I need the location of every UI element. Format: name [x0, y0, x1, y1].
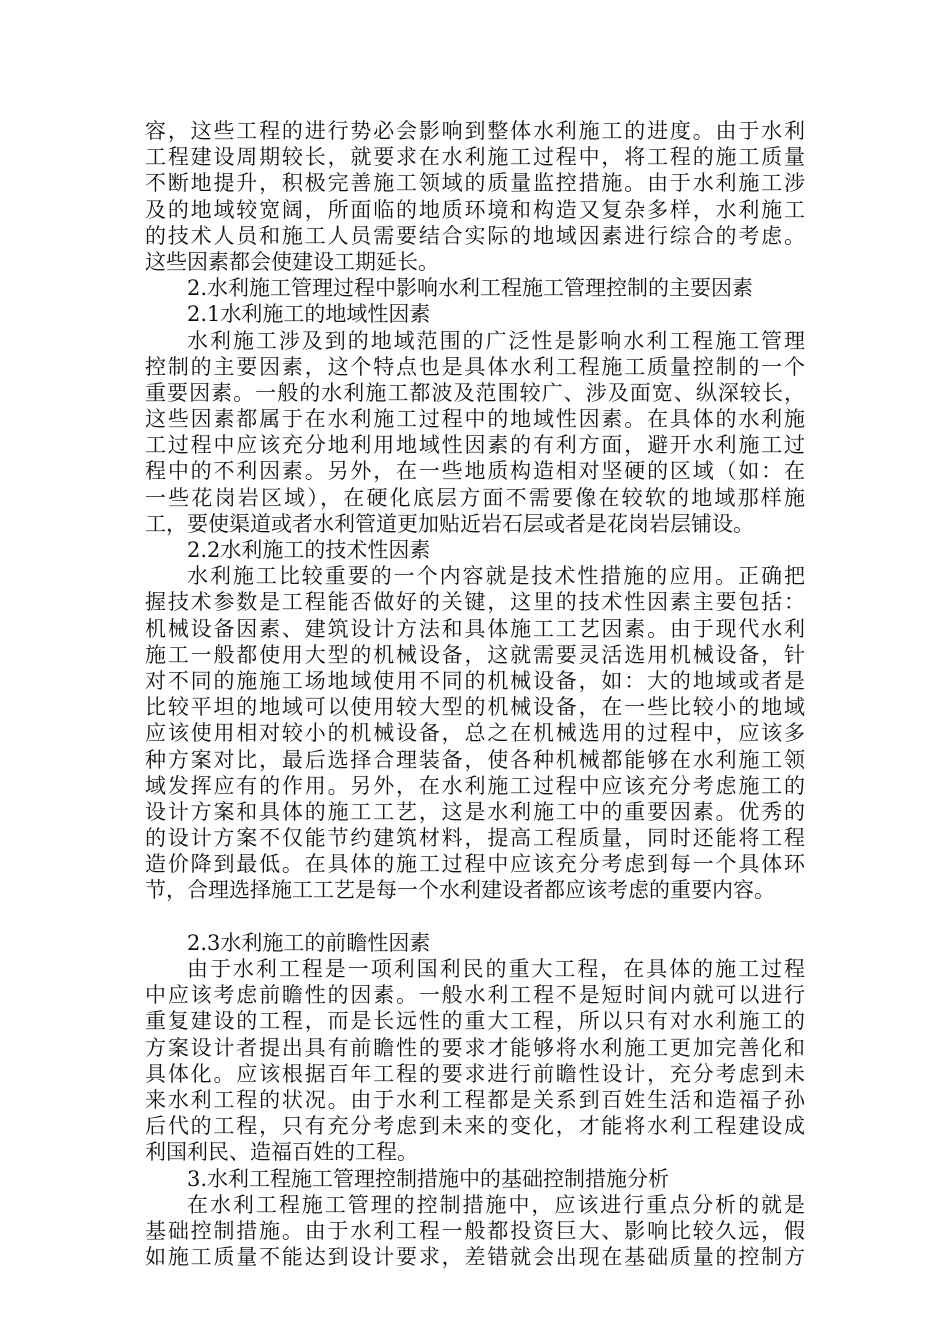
- body-paragraph: [145, 563, 805, 903]
- paragraph-line: 水利施工比较重要的一个内容就是技术性措施的应用。正确把: [187, 564, 805, 589]
- paragraph-line: 不断地提升，积极完善施工领域的质量监控措施。由于水利施工涉: [145, 171, 805, 196]
- paragraph-line: 域发挥应有的作用。另外，在水利施工过程中应该充分考虑施工的: [145, 773, 805, 798]
- paragraph-line: 工，要使渠道或者水利管道更加贴近岩石层或者是花岗岩层铺设。: [145, 511, 754, 536]
- paragraph-line: 的设计方案不仅能节约建筑材料，提高工程质量，同时还能将工程: [145, 826, 805, 851]
- body-paragraph: [145, 328, 805, 538]
- paragraph-line: 应该使用相对较小的机械设备，总之在机械选用的过程中，应该多: [145, 721, 805, 746]
- paragraph-line: 对不同的施施工场地域使用不同的机械设备，如：大的地域或者是: [145, 668, 805, 693]
- paragraph-line: 这些因素都属于在水利施工过程中的地域性因素。在具体的水利施: [145, 407, 805, 432]
- section-heading: [145, 537, 805, 563]
- paragraph-line: 工程建设周期较长，就要求在水利施工过程中，将工程的施工质量: [145, 145, 805, 170]
- section-heading: [145, 275, 805, 301]
- body-paragraph: [145, 1192, 805, 1271]
- heading-text: 3.水利工程施工管理控制措施中的基础控制措施分析: [187, 1166, 670, 1191]
- paragraph-line: 重要因素。一般的水利施工都波及范围较广、涉及面宽、纵深较长，: [145, 380, 805, 405]
- paragraph-line: 中应该考虑前瞻性的因素。一般水利工程不是短时间内就可以进行: [145, 983, 805, 1008]
- paragraph-spacer: [145, 904, 805, 930]
- heading-text: 2.水利施工管理过程中影响水利工程施工管理控制的主要因素: [187, 276, 754, 301]
- paragraph-line: 基础控制措施。由于水利工程一般都投资巨大、影响比较久远，假: [145, 1218, 805, 1243]
- paragraph-line: 握技术参数是工程能否做好的关键，这里的技术性因素主要包括：: [145, 590, 805, 615]
- section-heading: [145, 301, 805, 327]
- paragraph-line: 程中的不利因素。另外，在一些地质构造相对坚硬的区域（如：在: [145, 459, 805, 484]
- body-paragraph: [145, 118, 805, 275]
- section-heading: [145, 1166, 805, 1192]
- paragraph-line: 工过程中应该充分地利用地域性因素的有利方面，避开水利施工过: [145, 433, 805, 458]
- paragraph-line: 及的地域较宽阔，所面临的地质环境和构造又复杂多样，水利施工: [145, 197, 805, 222]
- heading-text: 2.1水利施工的地域性因素: [187, 302, 431, 327]
- paragraph-line: 的技术人员和施工人员需要结合实际的地域因素进行综合的考虑。: [145, 223, 805, 248]
- paragraph-line: 机械设备因素、建筑设计方法和具体施工工艺因素。由于现代水利: [145, 616, 805, 641]
- paragraph-line: 方案设计者提出具有前瞻性的要求才能够将水利施工更加完善化和: [145, 1035, 805, 1060]
- paragraph-line: 在水利工程施工管理的控制措施中，应该进行重点分析的就是: [187, 1192, 805, 1217]
- heading-text: 2.2水利施工的技术性因素: [187, 538, 431, 562]
- paragraph-line: 容，这些工程的进行势必会影响到整体水利施工的进度。由于水利: [145, 119, 805, 143]
- section-heading: [145, 930, 805, 956]
- paragraph-line: 一些花岗岩区域），在硬化底层方面不需要像在较软的地域那样施: [145, 485, 805, 510]
- body-paragraph: [145, 956, 805, 1166]
- paragraph-line: 设计方案和具体的施工工艺，这是水利施工中的重要因素。优秀的: [145, 799, 805, 824]
- paragraph-line: 造价降到最低。在具体的施工过程中应该充分考虑到每一个具体环: [145, 852, 805, 877]
- paragraph-line: 如施工质量不能达到设计要求，差错就会出现在基础质量的控制方: [145, 1245, 805, 1270]
- paragraph-line: 重复建设的工程，而是长远性的重大工程，所以只有对水利施工的: [145, 1009, 805, 1034]
- paragraph-line: 来水利工程的状况。由于水利工程都是关系到百姓生活和造福子孙: [145, 1087, 805, 1112]
- paragraph-line: 这些因素都会使建设工期延长。: [145, 249, 439, 274]
- paragraph-line: 水利施工涉及到的地域范围的广泛性是影响水利工程施工管理: [187, 328, 805, 353]
- paragraph-line: 比较平坦的地域可以使用较大型的机械设备，在一些比较小的地域: [145, 695, 805, 720]
- paragraph-line: 由于水利工程是一项利国利民的重大工程，在具体的施工过程: [187, 957, 805, 981]
- heading-text: 2.3水利施工的前瞻性因素: [187, 930, 431, 955]
- document-body: [145, 118, 805, 1270]
- paragraph-line: 利国利民、造福百姓的工程。: [145, 1140, 418, 1165]
- paragraph-line: 节，合理选择施工工艺是每一个水利建设者都应该考虑的重要内容。: [145, 878, 775, 903]
- paragraph-line: 具体化。应该根据百年工程的要求进行前瞻性设计，充分考虑到未: [145, 1061, 805, 1086]
- paragraph-line: 后代的工程，只有充分考虑到未来的变化，才能将水利工程建设成: [145, 1114, 805, 1139]
- paragraph-line: 控制的主要因素，这个特点也是具体水利工程施工质量控制的一个: [145, 354, 805, 379]
- paragraph-line: 施工一般都使用大型的机械设备，这就需要灵活选用机械设备，针: [145, 642, 805, 667]
- paragraph-line: 种方案对比，最后选择合理装备，使各种机械都能够在水利施工领: [145, 747, 805, 772]
